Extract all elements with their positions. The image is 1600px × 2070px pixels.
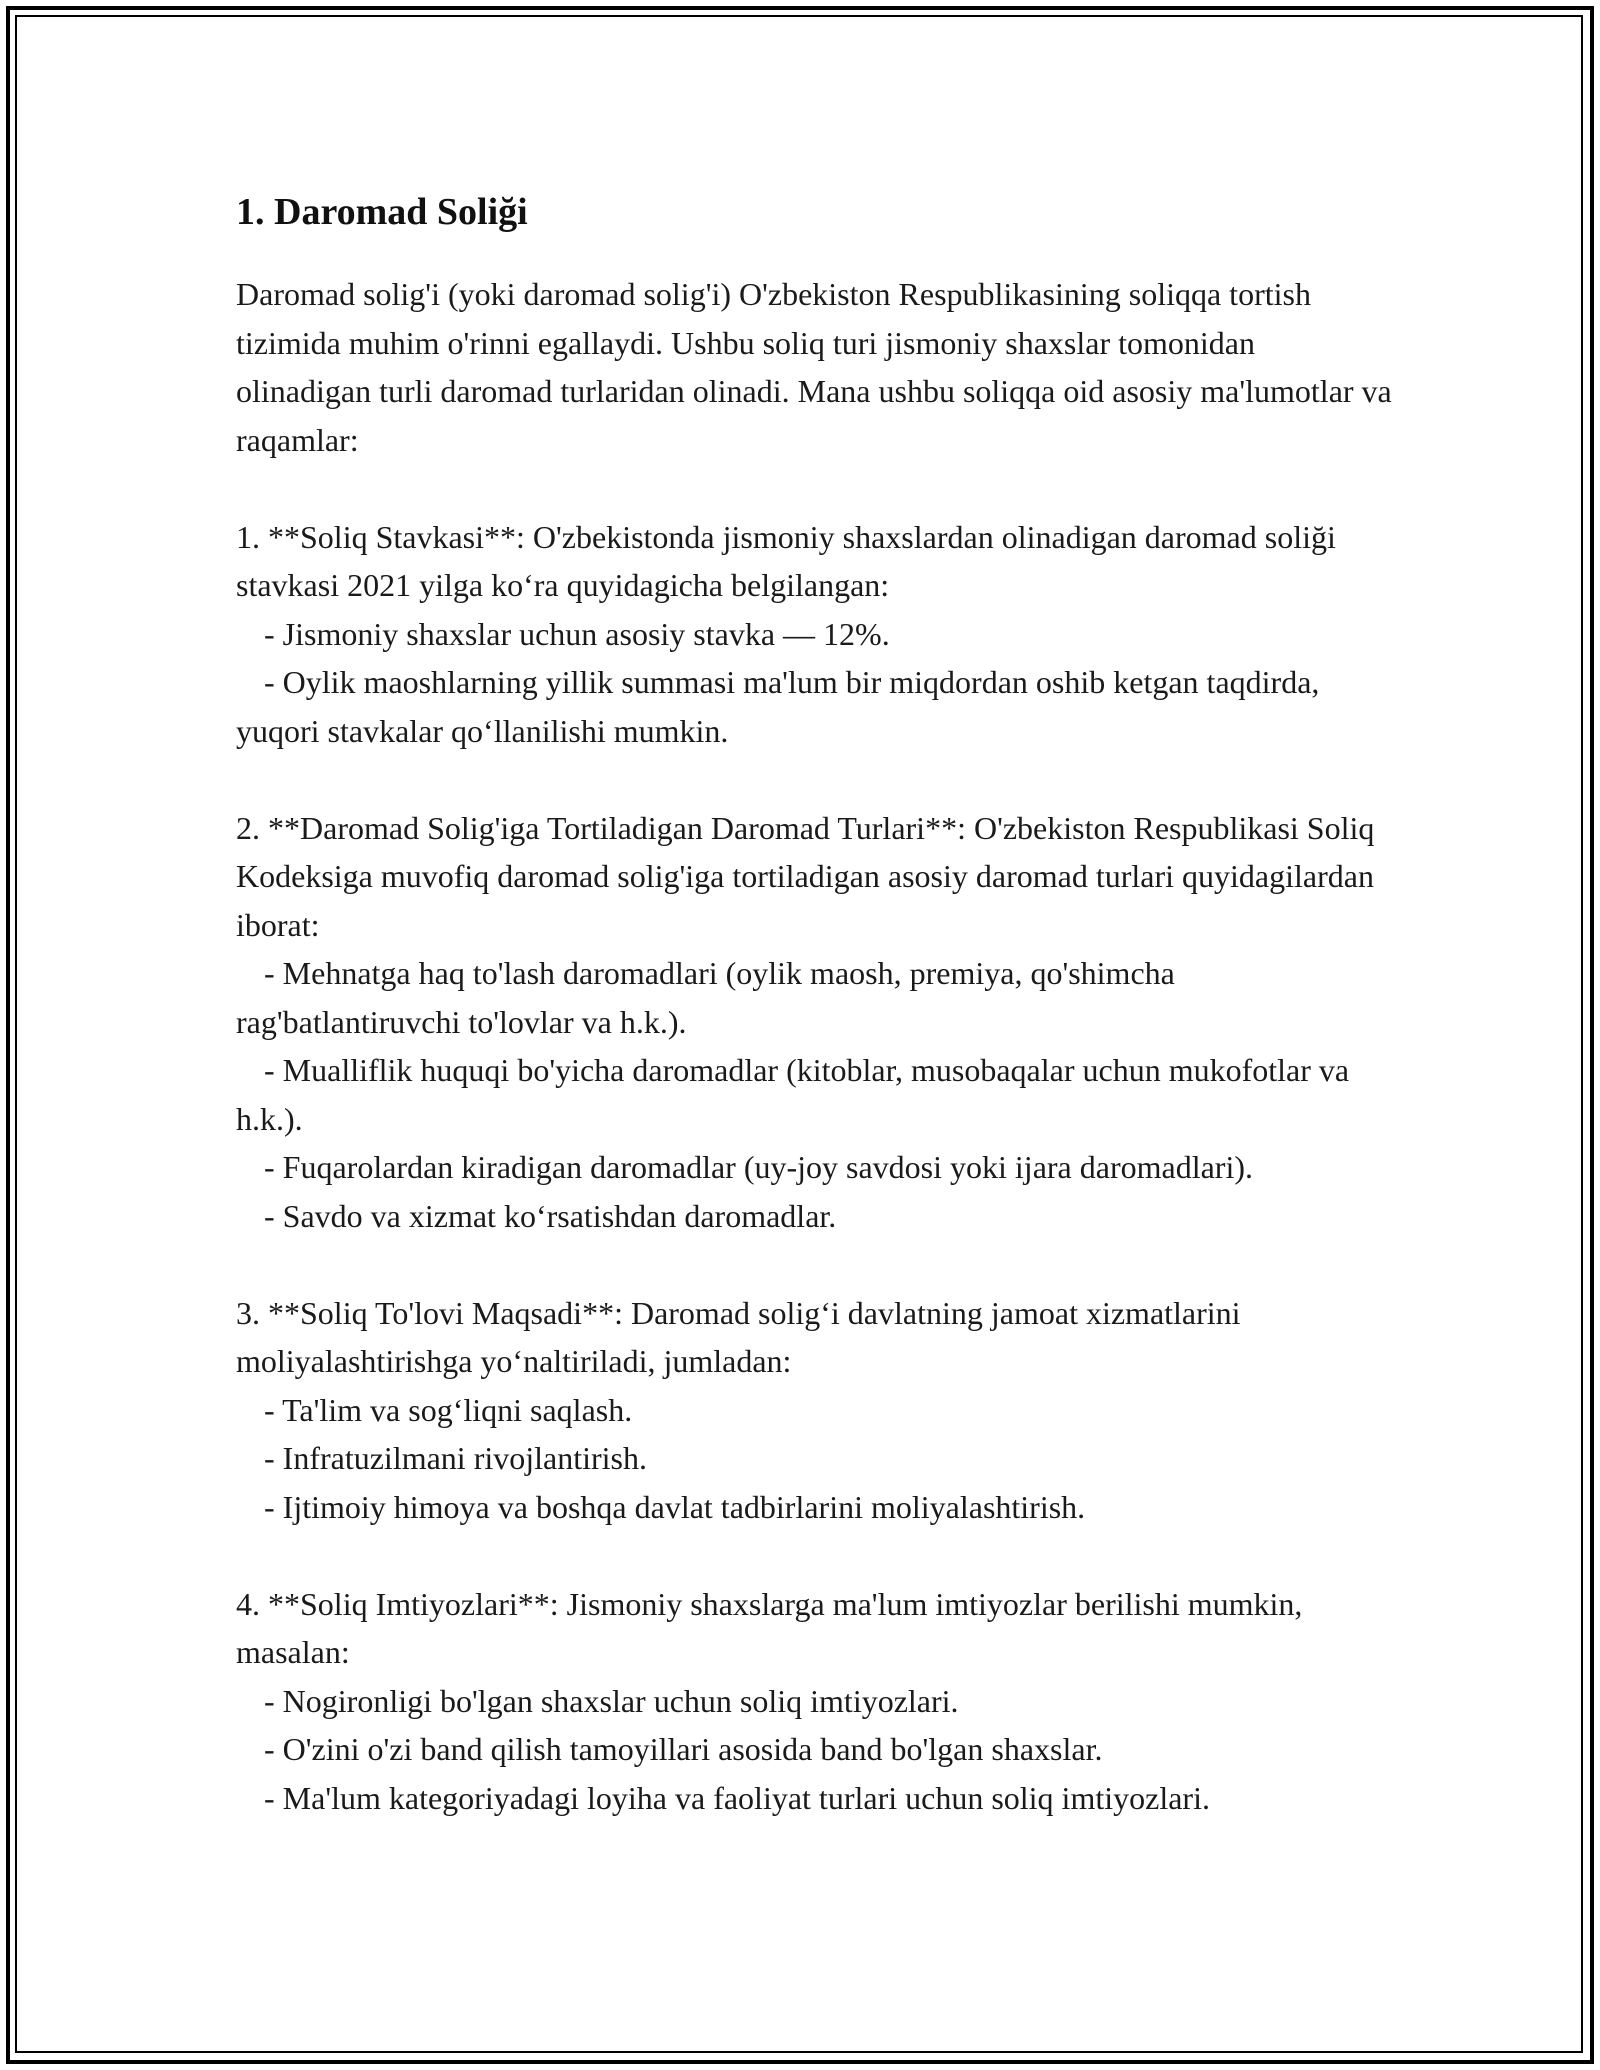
section-daromad-turlari bbox=[236, 804, 1396, 1241]
list-item: - Ma'lum kategoriyadagi loyiha va faoliyat turlari uchun soliq imtiyozlari. bbox=[264, 1779, 1210, 1816]
list-item: - Fuqarolardan kiradigan daromadlar (uy-joy savdosi yoki ijara daromadlari). bbox=[264, 1149, 1253, 1185]
section-heading: 4. **Soliq Imtiyozlari**: Jismoniy shaxslarga ma'lum imtiyozlar berilishi mumkin, masalan: bbox=[236, 1585, 1303, 1670]
document-title: 1. Daromad Soliği bbox=[236, 191, 528, 233]
section-soliq-stavkasi bbox=[236, 513, 1396, 756]
list-item: - O'zini o'zi band qilish tamoyillari asosida band bo'lgan shaxslar. bbox=[264, 1731, 1103, 1767]
section-heading: 2. **Daromad Solig'iga Tortiladigan Daromad Turlari**: O'zbekiston Respublikasi Soliq Kodeksiga muvofiq daromad solig'iga tortiladigan asosiy daromad turlari quyidagilardan iborat: bbox=[236, 809, 1375, 943]
document-body bbox=[236, 180, 1396, 1822]
section-heading: 3. **Soliq To'lovi Maqsadi**: Daromad soligʻi davlatning jamoat xizmatlarini moliyalashtirishga yoʻnaltiriladi, jumladan: bbox=[236, 1294, 1241, 1379]
list-item: - Ijtimoiy himoya va boshqa davlat tadbirlarini moliyalashtirish. bbox=[264, 1488, 1086, 1525]
list-item: - Mualliflik huquqi bo'yicha daromadlar (kitoblar, musobaqalar uchun mukofotlar va h.k.). bbox=[236, 1052, 1350, 1137]
list-item: - Infratuzilmani rivojlantirish. bbox=[264, 1440, 647, 1476]
list-item: - Mehnatga haq to'lash daromadlari (oylik maosh, premiya, qo'shimcha rag'batlantiruvchi to'lovlar va h.k.). bbox=[236, 955, 1175, 1040]
intro-paragraph: Daromad solig'i (yoki daromad solig'i) O'zbekiston Respublikasining soliqqa tortish tizimida muhim o'rinni egallaydi. Ushbu soliq turi jismoniy shaxslar tomonidan olinadigan turli daromad turlaridan olinadi. Mana ushbu soliqqa oid asosiy ma'lumotlar va raqamlar: bbox=[236, 276, 1392, 458]
section-heading: 1. **Soliq Stavkasi**: O'zbekistonda jismoniy shaxslardan olinadigan daromad soliği stavkasi 2021 yilga koʻra quyidagicha belgilangan: bbox=[236, 518, 1336, 603]
list-item: - Nogironligi bo'lgan shaxslar uchun soliq imtiyozlari. bbox=[264, 1682, 959, 1719]
list-item: - Ta'lim va sogʻliqni saqlash. bbox=[264, 1391, 633, 1428]
list-item: - Jismoniy shaxslar uchun asosiy stavka — 12%. bbox=[264, 615, 890, 652]
section-tolov-maqsadi bbox=[236, 1289, 1396, 1532]
section-soliq-imtiyozlari bbox=[236, 1580, 1396, 1823]
list-item: - Savdo va xizmat koʻrsatishdan daromadlar. bbox=[264, 1197, 837, 1234]
list-item: - Oylik maoshlarning yillik summasi ma'lum bir miqdordan oshib ketgan taqdirda, yuqori stavkalar qoʻllanilishi mumkin. bbox=[236, 664, 1320, 749]
